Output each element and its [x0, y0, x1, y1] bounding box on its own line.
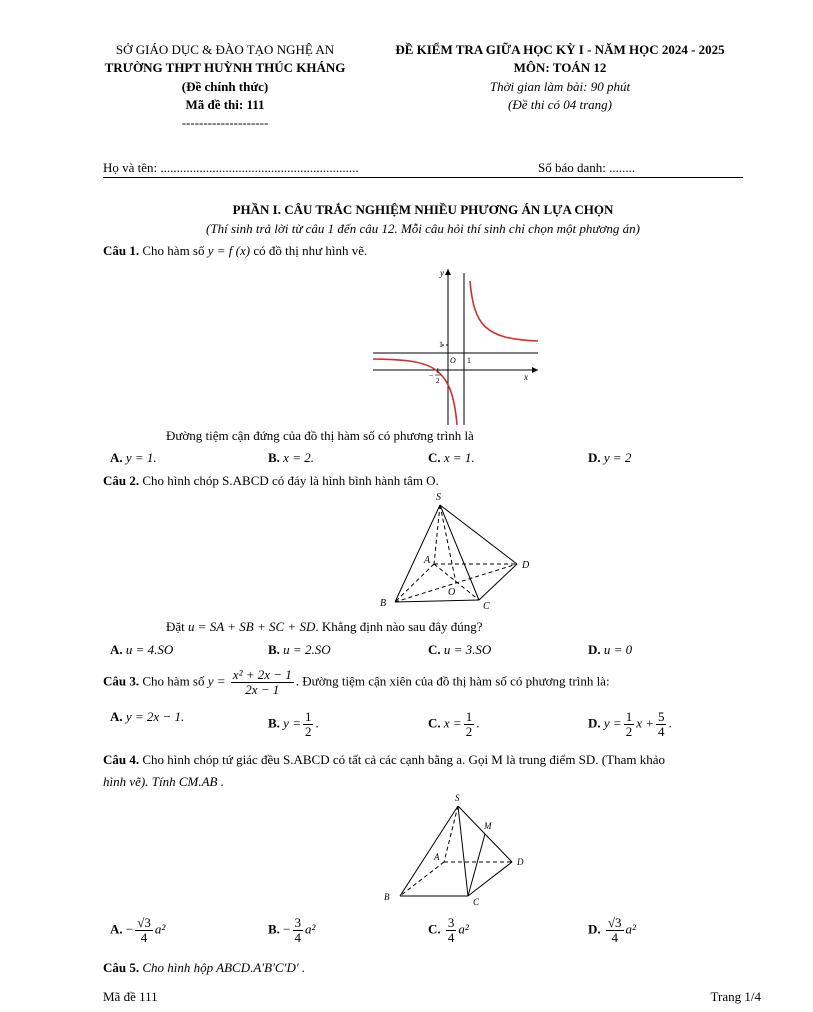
- label-A: A: [424, 555, 431, 566]
- q1-text-a: Cho hàm số: [142, 243, 205, 258]
- q4-label: Câu 4.: [103, 752, 140, 767]
- edge-AB: [400, 862, 444, 896]
- q2-stem: [103, 473, 439, 489]
- dept-name: SỞ GIÁO DỤC & ĐÀO TẠO NGHỆ AN: [115, 42, 335, 57]
- option-num: 1: [465, 709, 473, 724]
- option-pre: −: [283, 921, 291, 937]
- edge-SC: [458, 806, 468, 896]
- option-text: y = 2: [603, 450, 632, 465]
- option-fraction: [446, 916, 457, 945]
- option-text: x = 1.: [443, 450, 475, 465]
- option-fraction: [293, 916, 304, 945]
- edge-SO: [440, 505, 456, 583]
- q1-y-label: y: [440, 268, 444, 278]
- q1-x-arrow: [532, 367, 538, 373]
- option-pre: x =: [443, 715, 462, 731]
- option-den: 2: [304, 724, 312, 739]
- q3-text-a: Cho hàm số: [142, 673, 205, 689]
- q3-label: Câu 3.: [103, 673, 140, 689]
- option-num: 3: [447, 915, 455, 930]
- q1-text-b: có đồ thị như hình vẽ.: [253, 243, 368, 258]
- q1-option-b[interactable]: [268, 450, 314, 466]
- option-label: A.: [110, 642, 123, 657]
- q3-option-a[interactable]: [110, 710, 184, 724]
- q4-stem: [103, 752, 665, 768]
- option-post: .: [476, 715, 480, 731]
- q1-label: Câu 1.: [103, 243, 140, 258]
- option-text: y = 1.: [125, 450, 157, 465]
- label-O: O: [448, 587, 456, 598]
- option-label: D.: [588, 715, 601, 731]
- option-fraction: [606, 916, 624, 945]
- q3-y-eq: y =: [207, 673, 226, 689]
- footer-page: Trang 1/4: [710, 989, 761, 1004]
- edge-AB: [395, 564, 434, 602]
- student-name-field: Họ và tên: .............................................................: [103, 160, 359, 175]
- q5-text: Cho hình hộp ABCD.A′B′C′D′ .: [142, 960, 306, 975]
- part1-instruction: (Thí sinh trả lời từ câu 1 đến câu 12. Mỗi câu hỏi thí sinh chỉ chọn một phương án): [206, 221, 640, 236]
- q1-stem: [103, 243, 367, 259]
- q1-question: Đường tiệm cận đứng của đồ thị hàm số có phương trình là: [166, 428, 474, 443]
- option-den: 4: [140, 930, 148, 945]
- option-den: 2: [465, 724, 473, 739]
- edge-SB: [395, 505, 440, 602]
- q1-curve-left: [373, 359, 457, 425]
- footer-code: Mã đề 111: [103, 989, 158, 1004]
- edge-SD: [440, 505, 517, 564]
- q1-origin-label: O: [450, 356, 456, 365]
- label-C: C: [473, 897, 480, 907]
- label-M: M: [484, 821, 492, 831]
- q1-one-y-label: 1: [439, 340, 443, 349]
- q4-figure: [376, 790, 536, 908]
- option-post: a²: [305, 921, 316, 937]
- option-post: a²: [625, 921, 636, 937]
- q2-suffix: . Khẳng định nào sau đây đúng?: [315, 619, 483, 634]
- option-label: B.: [268, 642, 280, 657]
- label-D: D: [517, 857, 524, 867]
- diag-AC: [434, 564, 479, 600]
- q1-function: y = f (x): [207, 243, 251, 258]
- option-num: 3: [294, 915, 302, 930]
- option-text: u = 0: [603, 642, 633, 657]
- q5-stem: [103, 960, 305, 976]
- part1-title: PHẦN I. CÂU TRẮC NGHIỆM NHIỀU PHƯƠNG ÁN LỰA CHỌN: [232, 202, 614, 217]
- edge-CD: [468, 862, 512, 896]
- option-label: C.: [428, 642, 441, 657]
- option-post: .: [668, 715, 672, 731]
- q5-label: Câu 5.: [103, 960, 140, 975]
- edge-SB: [400, 806, 458, 896]
- option-label: B.: [268, 715, 280, 731]
- subject: MÔN: TOÁN 12: [513, 60, 607, 75]
- q3-option-b[interactable]: [268, 710, 319, 739]
- label-S: S: [436, 492, 441, 503]
- option-label: B.: [268, 921, 280, 937]
- label-D: D: [522, 560, 530, 571]
- option-text: u = 3.SO: [443, 642, 492, 657]
- option-label: D.: [588, 921, 601, 937]
- seg-CM: [468, 834, 485, 896]
- option-label: C.: [428, 715, 441, 731]
- option-den2: 4: [657, 724, 665, 739]
- q4-option-c[interactable]: [428, 916, 469, 945]
- option-fraction: [135, 916, 153, 945]
- option-label: B.: [268, 450, 280, 465]
- q4-stem-line2: hình vẽ). Tính CM.AB .: [103, 774, 224, 789]
- option-den: 4: [611, 930, 618, 945]
- q2-vector-sum: u = SA + SB + SC + SD: [188, 619, 316, 634]
- q2-option-a[interactable]: [110, 642, 173, 658]
- option-den: 4: [447, 930, 455, 945]
- student-line-rule: [103, 177, 743, 178]
- q1-option-c[interactable]: [428, 450, 475, 466]
- official-label: (Đề chính thức): [181, 79, 269, 94]
- q3-numerator: x² + 2x − 1: [232, 667, 292, 682]
- option-den: 4: [294, 930, 302, 945]
- q2-label: Câu 2.: [103, 473, 140, 488]
- edge-SC: [440, 505, 479, 600]
- option-label: D.: [588, 450, 601, 465]
- label-B: B: [380, 598, 387, 609]
- q1-graph: [370, 265, 542, 427]
- q2-option-c[interactable]: [428, 642, 491, 658]
- q2-option-d[interactable]: [588, 642, 632, 658]
- option-fraction: [303, 710, 314, 739]
- option-text: x = 2.: [283, 450, 314, 465]
- student-id-field: Số báo danh: ........: [538, 160, 636, 175]
- q2-text: Cho hình chóp S.ABCD có đáy là hình bình hành tâm O.: [142, 473, 439, 488]
- option-num2: 5: [657, 709, 665, 724]
- option-label: A.: [110, 709, 123, 724]
- q3-stem: [103, 668, 610, 697]
- option-label: D.: [588, 642, 601, 657]
- q1-x-label: x: [524, 372, 528, 382]
- edge-BC: [395, 600, 479, 602]
- option-pre: y =: [283, 715, 301, 731]
- option-fraction: [464, 710, 475, 739]
- option-label: A.: [110, 450, 123, 465]
- option-num: 1: [625, 709, 633, 724]
- q1-half-num: 1: [436, 367, 440, 375]
- q3-denominator: 2x − 1: [245, 682, 280, 697]
- option-text: y = 2x − 1.: [125, 709, 185, 724]
- option-text: u = 4.SO: [125, 642, 174, 657]
- option-fraction-2: [656, 710, 667, 739]
- header-divider: --------------------: [181, 115, 269, 130]
- option-pre: −: [125, 921, 134, 937]
- label-A: A: [434, 852, 440, 862]
- school-name: TRƯỜNG THPT HUỲNH THÚC KHÁNG: [104, 60, 346, 75]
- option-text: u = 2.SO: [283, 642, 331, 657]
- label-S: S: [455, 793, 460, 803]
- q1-curve-right: [470, 281, 538, 341]
- option-num: 1: [304, 709, 312, 724]
- exam-title: ĐỀ KIỂM TRA GIỮA HỌC KỲ I - NĂM HỌC 2024 - 2025: [395, 42, 725, 57]
- option-label: C.: [428, 450, 441, 465]
- q1-minus: −: [429, 371, 434, 380]
- q2-figure: [372, 490, 540, 612]
- option-label: C.: [428, 921, 441, 937]
- q2-question: [166, 619, 483, 635]
- edge-SA: [434, 505, 440, 564]
- option-num: √3: [607, 915, 622, 930]
- q2-prefix: Đặt: [166, 619, 185, 634]
- q4-text: Cho hình chóp tứ giác đều S.ABCD có tất cả các cạnh bằng a. Gọi M là trung điểm SD. (Tham khảo: [142, 752, 665, 767]
- option-mid: x +: [636, 715, 654, 731]
- q3-option-c[interactable]: [428, 710, 479, 739]
- page-count: (Đề thi có 04 trang): [508, 97, 612, 112]
- label-B: B: [384, 892, 390, 902]
- option-post: a²: [458, 921, 469, 937]
- option-post: a²: [154, 921, 166, 937]
- q1-half-den: 2: [436, 377, 440, 385]
- q4-option-d[interactable]: [588, 916, 636, 945]
- q1-option-d[interactable]: [588, 450, 631, 466]
- option-post: .: [315, 715, 319, 731]
- option-label: A.: [110, 921, 123, 937]
- q3-fraction: [231, 668, 294, 697]
- q4-option-b[interactable]: [268, 916, 315, 945]
- q1-y-arrow: [445, 269, 451, 275]
- q1-option-a[interactable]: [110, 450, 157, 466]
- q4-option-a[interactable]: [110, 916, 165, 945]
- option-pre: y =: [603, 715, 622, 731]
- q1-one-x-label: 1: [467, 356, 471, 365]
- option-num: √3: [137, 915, 151, 930]
- q2-option-b[interactable]: [268, 642, 331, 658]
- exam-code: Mã đề thi: 111: [185, 97, 265, 112]
- q3-option-d[interactable]: [588, 710, 672, 739]
- option-fraction: [624, 710, 635, 739]
- edge-SA: [444, 806, 458, 862]
- option-den: 2: [625, 724, 633, 739]
- q3-text-b: . Đường tiệm cận xiên của đồ thị hàm số có phương trình là:: [295, 673, 610, 689]
- time-limit: Thời gian làm bài: 90 phút: [489, 79, 631, 94]
- label-C: C: [483, 601, 490, 612]
